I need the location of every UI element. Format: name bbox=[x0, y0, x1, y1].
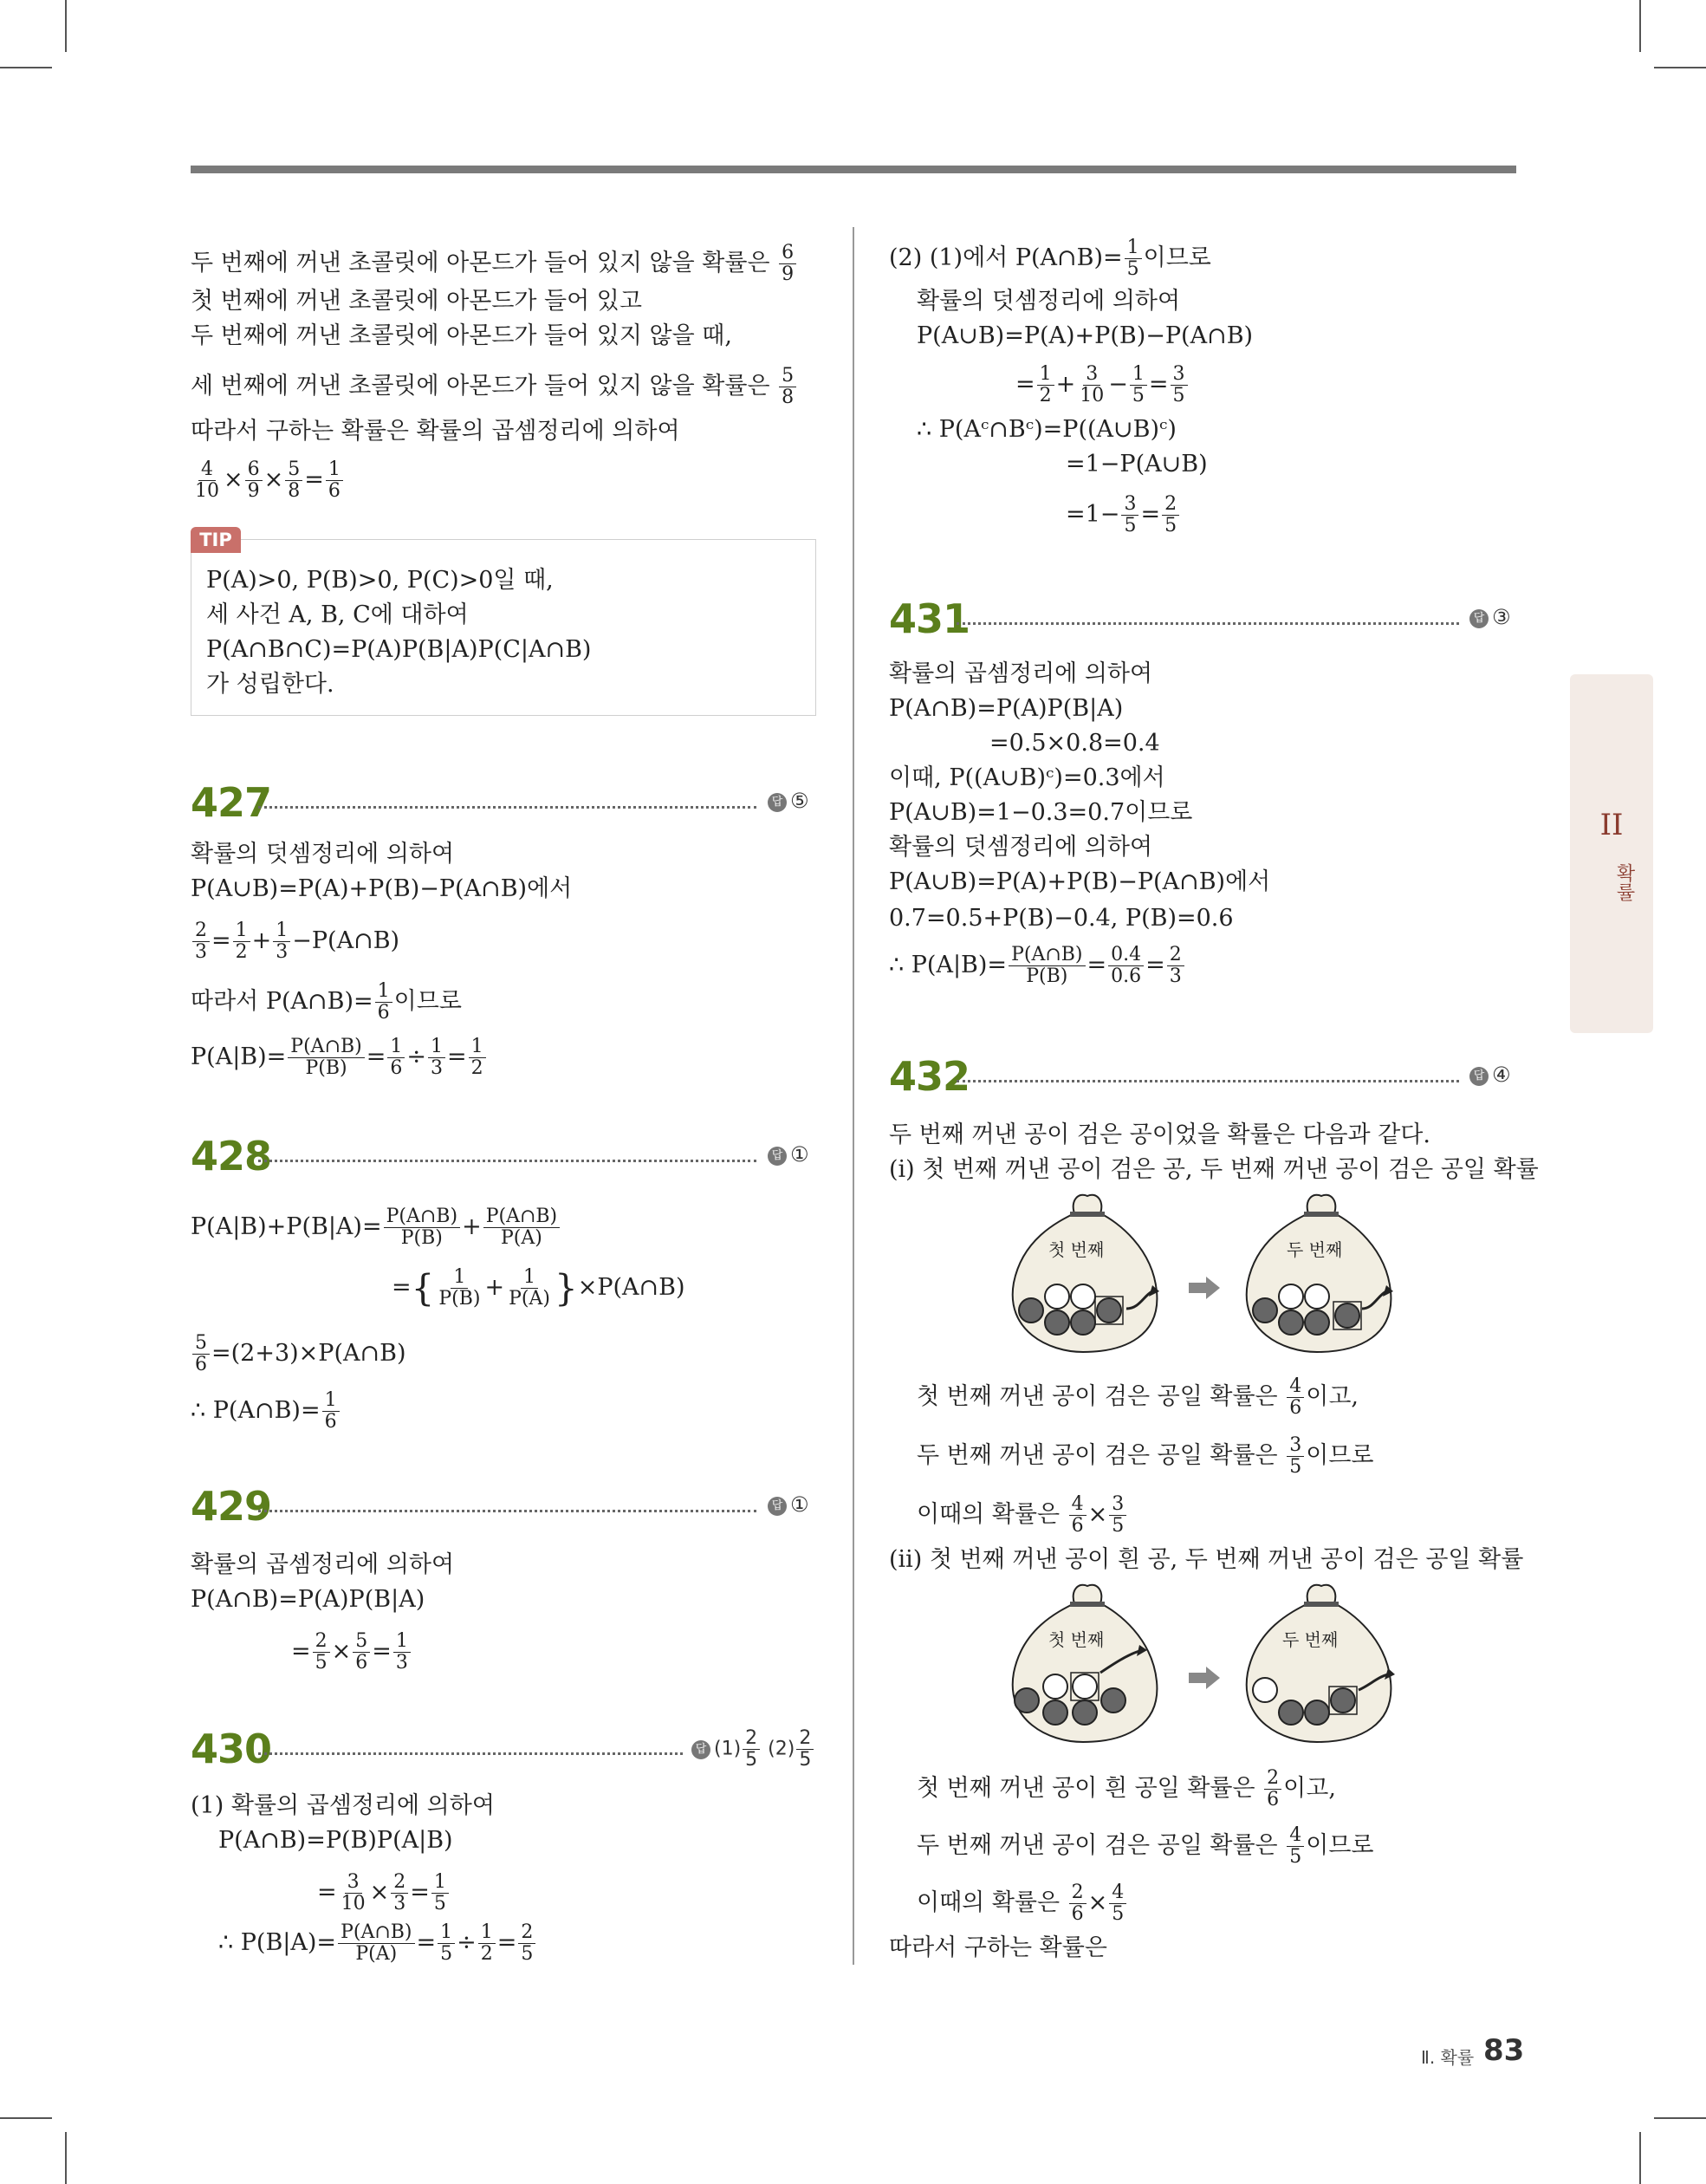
solution-line: =1−P(A∪B) bbox=[1066, 451, 1208, 478]
leader-dots bbox=[957, 1080, 1459, 1082]
solution-line: 확률의 덧셈정리에 의하여 bbox=[889, 834, 1153, 861]
question-number: 430 bbox=[191, 1726, 272, 1772]
solution-line: (i) 첫 번째 꺼낸 공이 검은 공, 두 번째 꺼낸 공이 검은 공일 확률 bbox=[889, 1156, 1539, 1183]
equation: P(A|B)= $\frac{P(A\cap B)}{P(B)}$ = $\frac{1}{6}$ ÷ $\frac{1}{3}$ = $\frac{1}{2}$ bbox=[191, 1037, 488, 1079]
question-header-429 bbox=[191, 1482, 814, 1531]
intro-line: 두 번째에 꺼낸 초콜릿에 아몬드가 들어 있지 않을 때, bbox=[191, 322, 732, 349]
leader-dots bbox=[957, 622, 1459, 625]
tip-line: P(A)>0, P(B)>0, P(C)>0일 때, bbox=[206, 567, 554, 594]
tip-line: 가 성립한다. bbox=[206, 671, 334, 698]
solution-line: =0.5×0.8=0.4 bbox=[989, 730, 1160, 757]
solution-line: ∴ P(Aᶜ∩Bᶜ)=P((A∪B)ᶜ) bbox=[917, 416, 1177, 443]
equation: (2) (1)에서 P(A∩B)= $\frac{1}{5}$ 이므로 bbox=[889, 237, 1211, 280]
solution-line: P(A∪B)=P(A)+P(B)−P(A∩B)에서 bbox=[889, 868, 1271, 895]
question-header-427 bbox=[191, 778, 814, 827]
solution-line: P(A∪B)=P(A)+P(B)−P(A∩B)에서 bbox=[191, 875, 573, 902]
question-number: 431 bbox=[889, 595, 970, 642]
arrow-icon bbox=[1189, 1277, 1220, 1299]
arrow-icon bbox=[1189, 1667, 1220, 1689]
leader-dots bbox=[258, 1752, 683, 1755]
equation: = $\frac{3}{10}$ × $\frac{2}{3}$ = $\frac{1}{5}$ bbox=[317, 1872, 451, 1914]
equation: P(A|B)+P(B|A)= $\frac{P(A\cap B)}{P(B)}$ + $\frac{P(A\cap B)}{P(A)}$ bbox=[191, 1206, 561, 1249]
intro-line: 세 번째에 꺼낸 초콜릿에 아몬드가 들어 있지 않을 확률은 $\frac{5}{8}$ bbox=[191, 366, 798, 408]
answer-badge: 답 ① bbox=[768, 1491, 809, 1520]
answer-badge: 답 ⑤ bbox=[768, 787, 809, 816]
equation: 첫 번째 꺼낸 공이 흰 공일 확률은 $\frac{2}{6}$ 이고, bbox=[917, 1767, 1336, 1810]
question-number: 432 bbox=[889, 1053, 970, 1100]
chapter-tab bbox=[1570, 674, 1653, 1033]
answer-icon: 답 bbox=[691, 1740, 710, 1759]
intro-line: 첫 번째에 꺼낸 초콜릿에 아몬드가 들어 있고 bbox=[191, 288, 642, 315]
answer-badge: 답 ④ bbox=[1469, 1061, 1511, 1090]
page-number: 83 bbox=[1483, 2033, 1525, 2068]
solution-line: 확률의 곱셈정리에 의하여 bbox=[889, 660, 1153, 687]
equation: $\frac{5}{6}$ =(2+3)×P(A∩B) bbox=[191, 1333, 406, 1375]
crop-mark bbox=[1639, 2132, 1641, 2184]
footer-chapter: Ⅱ. 확률 bbox=[1421, 2047, 1475, 2068]
solution-line: P(A∩B)=P(B)P(A|B) bbox=[218, 1827, 453, 1854]
equation: $\frac{4}{10}$ × $\frac{6}{9}$ × $\frac{5}{8}$ = $\frac{1}{6}$ bbox=[191, 459, 345, 502]
bag-label: 두 번째 bbox=[1287, 1239, 1343, 1260]
crop-mark bbox=[1639, 0, 1641, 52]
bag-illustration-2 bbox=[988, 1577, 1438, 1751]
solution-line: 확률의 덧셈정리에 의하여 bbox=[917, 288, 1181, 315]
equation: = $\frac{2}{5}$ × $\frac{5}{6}$ = $\frac{1}{3}$ bbox=[291, 1631, 412, 1674]
column-divider bbox=[853, 227, 854, 1965]
bag-label: 첫 번째 bbox=[1048, 1629, 1105, 1650]
equation: 두 번째 꺼낸 공이 검은 공일 확률은 $\frac{3}{5}$ 이므로 bbox=[917, 1434, 1374, 1478]
question-header-430 bbox=[191, 1725, 823, 1773]
question-header-428 bbox=[191, 1132, 814, 1180]
solution-line: 따라서 구하는 확률은 bbox=[889, 1934, 1107, 1961]
answer-badge: 답 ① bbox=[768, 1141, 809, 1170]
bag-label: 첫 번째 bbox=[1048, 1239, 1105, 1260]
crop-mark bbox=[65, 2132, 67, 2184]
answer-badge: 답 ③ bbox=[1469, 603, 1511, 633]
question-header-431 bbox=[889, 595, 1517, 643]
solution-line: P(A∪B)=1−0.3=0.7이므로 bbox=[889, 799, 1193, 826]
solution-line: 두 번째 꺼낸 공이 검은 공이었을 확률은 다음과 같다. bbox=[889, 1121, 1430, 1148]
answer-badge: 답 (1) $\frac{2}{5}$ (2) $\frac{2}{5}$ bbox=[691, 1728, 815, 1771]
solution-line: 확률의 덧셈정리에 의하여 bbox=[191, 841, 455, 868]
solution-line: 0.7=0.5+P(B)−0.4, P(B)=0.6 bbox=[889, 905, 1234, 932]
leader-dots bbox=[258, 1510, 756, 1512]
solution-line: 이때, P((A∪B)ᶜ)=0.3에서 bbox=[889, 764, 1165, 791]
equation: ={ $\frac{1}{P(B)}$ + $\frac{1}{P(A)}$ }×P(A∩B) bbox=[392, 1266, 685, 1310]
equation: $\frac{2}{3}$ = $\frac{1}{2}$ + $\frac{1}{3}$ −P(A∩B) bbox=[191, 920, 399, 963]
equation: ∴ P(A|B)= $\frac{P(A\cap B)}{P(B)}$ = $\frac{0.4}{0.6}$ = $\frac{2}{3}$ bbox=[889, 945, 1186, 987]
solution-line: (ii) 첫 번째 꺼낸 공이 흰 공, 두 번째 꺼낸 공이 검은 공일 확률 bbox=[889, 1546, 1524, 1573]
solution-line: 확률의 곱셈정리에 의하여 bbox=[191, 1551, 455, 1578]
tip-line: 세 사건 A, B, C에 대하여 bbox=[206, 601, 469, 628]
equation: ∴ P(B|A)= $\frac{P(A\cap B)}{P(A)}$ = $\frac{1}{5}$ ÷ $\frac{1}{2}$ = $\frac{2}{5}$ bbox=[218, 1922, 537, 1965]
crop-mark bbox=[1654, 67, 1706, 68]
question-number: 428 bbox=[191, 1133, 272, 1180]
equation: = $\frac{1}{2}$ + $\frac{3}{10}$ − $\frac{1}{5}$ = $\frac{3}{5}$ bbox=[1015, 364, 1190, 406]
solution-line: P(A∩B)=P(A)P(B|A) bbox=[889, 695, 1124, 722]
chapter-word: 확률 bbox=[1613, 863, 1635, 901]
equation: 이때의 확률은 $\frac{4}{6}$ × $\frac{3}{5}$ bbox=[917, 1494, 1128, 1537]
tip-line: P(A∩B∩C)=P(A)P(B|A)P(C|A∩B) bbox=[206, 636, 592, 663]
crop-mark bbox=[0, 67, 52, 68]
question-number: 427 bbox=[191, 779, 272, 826]
answer-icon: 답 bbox=[1469, 1067, 1489, 1086]
bag-label: 두 번째 bbox=[1282, 1629, 1339, 1650]
equation: 이때의 확률은 $\frac{2}{6}$ × $\frac{4}{5}$ bbox=[917, 1882, 1128, 1925]
answer-icon: 답 bbox=[768, 1147, 787, 1166]
equation: 따라서 P(A∩B)= $\frac{1}{6}$ 이므로 bbox=[191, 980, 462, 1024]
chapter-numeral: II bbox=[1599, 808, 1624, 842]
equation: 두 번째 꺼낸 공이 검은 공일 확률은 $\frac{4}{5}$ 이므로 bbox=[917, 1824, 1374, 1868]
answer-icon: 답 bbox=[768, 1497, 787, 1516]
answer-icon: 답 bbox=[768, 793, 787, 812]
crop-mark bbox=[1654, 2117, 1706, 2119]
intro-line: 두 번째에 꺼낸 초콜릿에 아몬드가 들어 있지 않을 확률은 $\frac{6}{9}$ bbox=[191, 243, 798, 285]
crop-mark bbox=[0, 2117, 52, 2119]
tip-label: TIP bbox=[191, 527, 241, 553]
solution-line: P(A∩B)=P(A)P(B|A) bbox=[191, 1586, 425, 1613]
question-header-432 bbox=[889, 1052, 1517, 1101]
bag-illustration-1 bbox=[988, 1187, 1438, 1361]
crop-mark bbox=[65, 0, 67, 52]
leader-dots bbox=[258, 806, 756, 809]
leader-dots bbox=[258, 1160, 756, 1162]
equation: 첫 번째 꺼낸 공이 검은 공일 확률은 $\frac{4}{6}$ 이고, bbox=[917, 1375, 1359, 1419]
equation: ∴ P(A∩B)= $\frac{1}{6}$ bbox=[191, 1390, 341, 1433]
intro-line: 따라서 구하는 확률은 확률의 곱셈정리에 의하여 bbox=[191, 418, 680, 445]
header-rule bbox=[191, 166, 1516, 173]
answer-icon: 답 bbox=[1469, 609, 1489, 628]
equation: =1− $\frac{3}{5}$ = $\frac{2}{5}$ bbox=[1066, 494, 1181, 536]
solution-line: (1) 확률의 곱셈정리에 의하여 bbox=[191, 1792, 495, 1819]
question-number: 429 bbox=[191, 1483, 272, 1530]
solution-line: P(A∪B)=P(A)+P(B)−P(A∩B) bbox=[917, 322, 1254, 349]
